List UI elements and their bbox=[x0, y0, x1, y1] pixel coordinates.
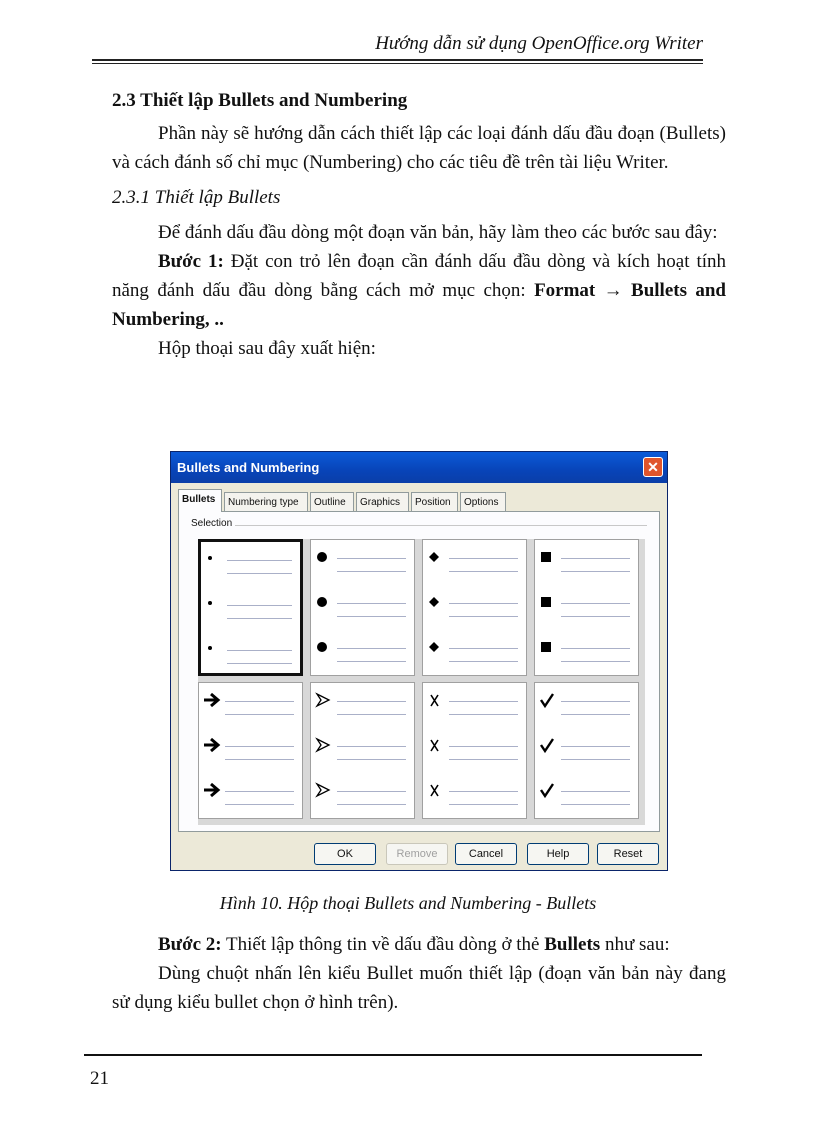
preview-lines bbox=[449, 746, 518, 772]
bullets-panel bbox=[178, 511, 660, 832]
step1-label: Bước 1: bbox=[158, 251, 224, 272]
main-content bbox=[112, 86, 726, 363]
bullet-preview-line bbox=[423, 736, 526, 776]
remove-button[interactable]: Remove bbox=[386, 843, 448, 865]
dialog-screenshot bbox=[170, 451, 668, 871]
check-mark-icon bbox=[539, 736, 561, 756]
preview-lines bbox=[449, 701, 518, 727]
bullet-preview-line bbox=[311, 548, 414, 588]
step2-text-b: như sau: bbox=[600, 934, 670, 955]
step2-bold: Bullets bbox=[544, 934, 601, 955]
tab-outline[interactable]: Outline bbox=[310, 492, 354, 511]
small-dot-icon bbox=[205, 640, 227, 660]
bullet-preview-line bbox=[311, 638, 414, 678]
preview-lines bbox=[225, 791, 294, 817]
help-button[interactable]: Help bbox=[527, 843, 589, 865]
large-dot-icon bbox=[315, 548, 337, 568]
bullet-style-large-dot[interactable] bbox=[310, 539, 415, 676]
bullet-preview-line bbox=[423, 638, 526, 678]
bullet-style-diamond[interactable] bbox=[422, 539, 527, 676]
bullet-style-arrowhead[interactable] bbox=[310, 682, 415, 819]
bullet-preview-line bbox=[535, 736, 638, 776]
preview-lines bbox=[561, 558, 630, 584]
dialog-intro: Hộp thoại sau đây xuất hiện: bbox=[158, 338, 376, 359]
large-dot-icon bbox=[315, 638, 337, 658]
step2-label: Bước 2: bbox=[158, 934, 222, 955]
bullet-preview-line bbox=[311, 781, 414, 821]
preview-lines bbox=[337, 603, 406, 629]
square-icon bbox=[539, 548, 561, 568]
preview-lines bbox=[337, 746, 406, 772]
figure-caption: Hình 10. Hộp thoại Bullets and Numbering - Bullets bbox=[219, 893, 597, 913]
preview-lines bbox=[449, 648, 518, 674]
bullet-preview-line bbox=[423, 593, 526, 633]
diamond-icon bbox=[427, 593, 449, 613]
preview-lines bbox=[225, 746, 294, 772]
diamond-icon bbox=[427, 638, 449, 658]
arrow-icon bbox=[203, 691, 225, 711]
selection-group-rule bbox=[191, 525, 647, 526]
tab-bullets[interactable]: Bullets bbox=[178, 489, 222, 512]
bullet-preview-line bbox=[201, 550, 300, 590]
reset-button[interactable]: Reset bbox=[597, 843, 659, 865]
header-title: Hướng dẫn sử dụng OpenOffice.org Writer bbox=[375, 33, 703, 54]
subsection-heading: 2.3.1 Thiết lập Bullets bbox=[112, 187, 281, 208]
preview-lines bbox=[449, 603, 518, 629]
step2-detail: Dùng chuột nhấn lên kiểu Bullet muốn thiết lập (đoạn văn bản này đang sử dụng kiểu bullet chọn ở hình trên). bbox=[112, 963, 726, 1013]
preview-lines bbox=[561, 603, 630, 629]
arrow-icon bbox=[203, 736, 225, 756]
bullet-preview-line bbox=[201, 640, 300, 680]
bullet-preview-line bbox=[535, 691, 638, 731]
diamond-icon bbox=[427, 548, 449, 568]
bullet-style-grid bbox=[198, 539, 645, 825]
preview-lines bbox=[337, 791, 406, 817]
bullet-style-check-mark[interactable] bbox=[534, 682, 639, 819]
instruction-paragraph: Để đánh dấu đầu dòng một đoạn văn bản, hãy làm theo các bước sau đây: bbox=[158, 222, 718, 243]
preview-lines bbox=[561, 648, 630, 674]
bullet-preview-line bbox=[201, 595, 300, 635]
bullet-preview-line bbox=[199, 781, 302, 821]
step2-content bbox=[112, 930, 726, 1017]
bullet-preview-line bbox=[199, 736, 302, 776]
preview-lines bbox=[561, 791, 630, 817]
bullet-preview-line bbox=[535, 548, 638, 588]
bullet-preview-line bbox=[535, 593, 638, 633]
bullet-style-square[interactable] bbox=[534, 539, 639, 676]
square-icon bbox=[539, 638, 561, 658]
tab-numbering-type[interactable]: Numbering type bbox=[224, 492, 308, 511]
x-mark-icon bbox=[427, 691, 449, 711]
x-mark-icon bbox=[427, 736, 449, 756]
arrowhead-icon bbox=[315, 691, 337, 711]
step1-text: Đặt con trỏ lên đoạn cần đánh dấu đầu dòng và kích hoạt tính năng đánh dấu đầu dòng bằng cách mở mục chọn: bbox=[112, 251, 727, 301]
small-dot-icon bbox=[205, 550, 227, 570]
page-number: 21 bbox=[90, 1068, 109, 1089]
bullet-preview-line bbox=[535, 781, 638, 821]
preview-lines bbox=[561, 701, 630, 727]
preview-lines bbox=[337, 701, 406, 727]
bullet-preview-line bbox=[311, 736, 414, 776]
intro-paragraph: Phần này sẽ hướng dẫn cách thiết lập các loại đánh dấu đầu đoạn (Bullets) và cách đánh số chỉ mục (Numbering) cho các tiêu đề trên tài liệu Writer. bbox=[112, 123, 726, 173]
cancel-button[interactable]: Cancel bbox=[455, 843, 517, 865]
ok-button[interactable]: OK bbox=[314, 843, 376, 865]
preview-lines bbox=[227, 560, 292, 586]
preview-lines bbox=[337, 558, 406, 584]
check-mark-icon bbox=[539, 781, 561, 801]
bullet-preview-line bbox=[199, 691, 302, 731]
close-icon[interactable]: ✕ bbox=[643, 457, 663, 477]
x-mark-icon bbox=[427, 781, 449, 801]
square-icon bbox=[539, 593, 561, 613]
bullet-preview-line bbox=[311, 691, 414, 731]
bullets-numbering-dialog bbox=[170, 451, 668, 871]
tab-graphics[interactable]: Graphics bbox=[356, 492, 409, 511]
section-heading: 2.3 Thiết lập Bullets and Numbering bbox=[112, 90, 408, 111]
step2-paragraph bbox=[112, 930, 726, 959]
preview-lines bbox=[227, 605, 292, 631]
dialog-titlebar bbox=[171, 452, 667, 483]
arrowhead-icon bbox=[315, 736, 337, 756]
bullet-style-x-mark[interactable] bbox=[422, 682, 527, 819]
bullet-style-small-dot[interactable] bbox=[198, 539, 303, 676]
step2-text-a: Thiết lập thông tin về dấu đầu dòng ở thẻ bbox=[221, 934, 545, 955]
bullet-style-arrow[interactable] bbox=[198, 682, 303, 819]
bullet-preview-line bbox=[423, 548, 526, 588]
arrow-icon bbox=[203, 781, 225, 801]
large-dot-icon bbox=[315, 593, 337, 613]
small-dot-icon bbox=[205, 595, 227, 615]
step1-paragraph bbox=[112, 247, 726, 334]
dialog-title: Bullets and Numbering bbox=[177, 460, 320, 475]
preview-lines bbox=[225, 701, 294, 727]
preview-lines bbox=[227, 650, 292, 676]
header-rule bbox=[92, 59, 703, 64]
footer-rule bbox=[84, 1054, 702, 1056]
selection-label: Selection bbox=[191, 518, 235, 529]
bullet-preview-line bbox=[423, 691, 526, 731]
bullet-preview-line bbox=[423, 781, 526, 821]
preview-lines bbox=[561, 746, 630, 772]
arrowhead-icon bbox=[315, 781, 337, 801]
bullet-preview-line bbox=[311, 593, 414, 633]
preview-lines bbox=[449, 791, 518, 817]
preview-lines bbox=[449, 558, 518, 584]
step1-menu-path: Format → Bullets and Numbering, .. bbox=[112, 280, 726, 330]
check-mark-icon bbox=[539, 691, 561, 711]
tab-options[interactable]: Options bbox=[460, 492, 506, 511]
preview-lines bbox=[337, 648, 406, 674]
tab-position[interactable]: Position bbox=[411, 492, 458, 511]
bullet-preview-line bbox=[535, 638, 638, 678]
